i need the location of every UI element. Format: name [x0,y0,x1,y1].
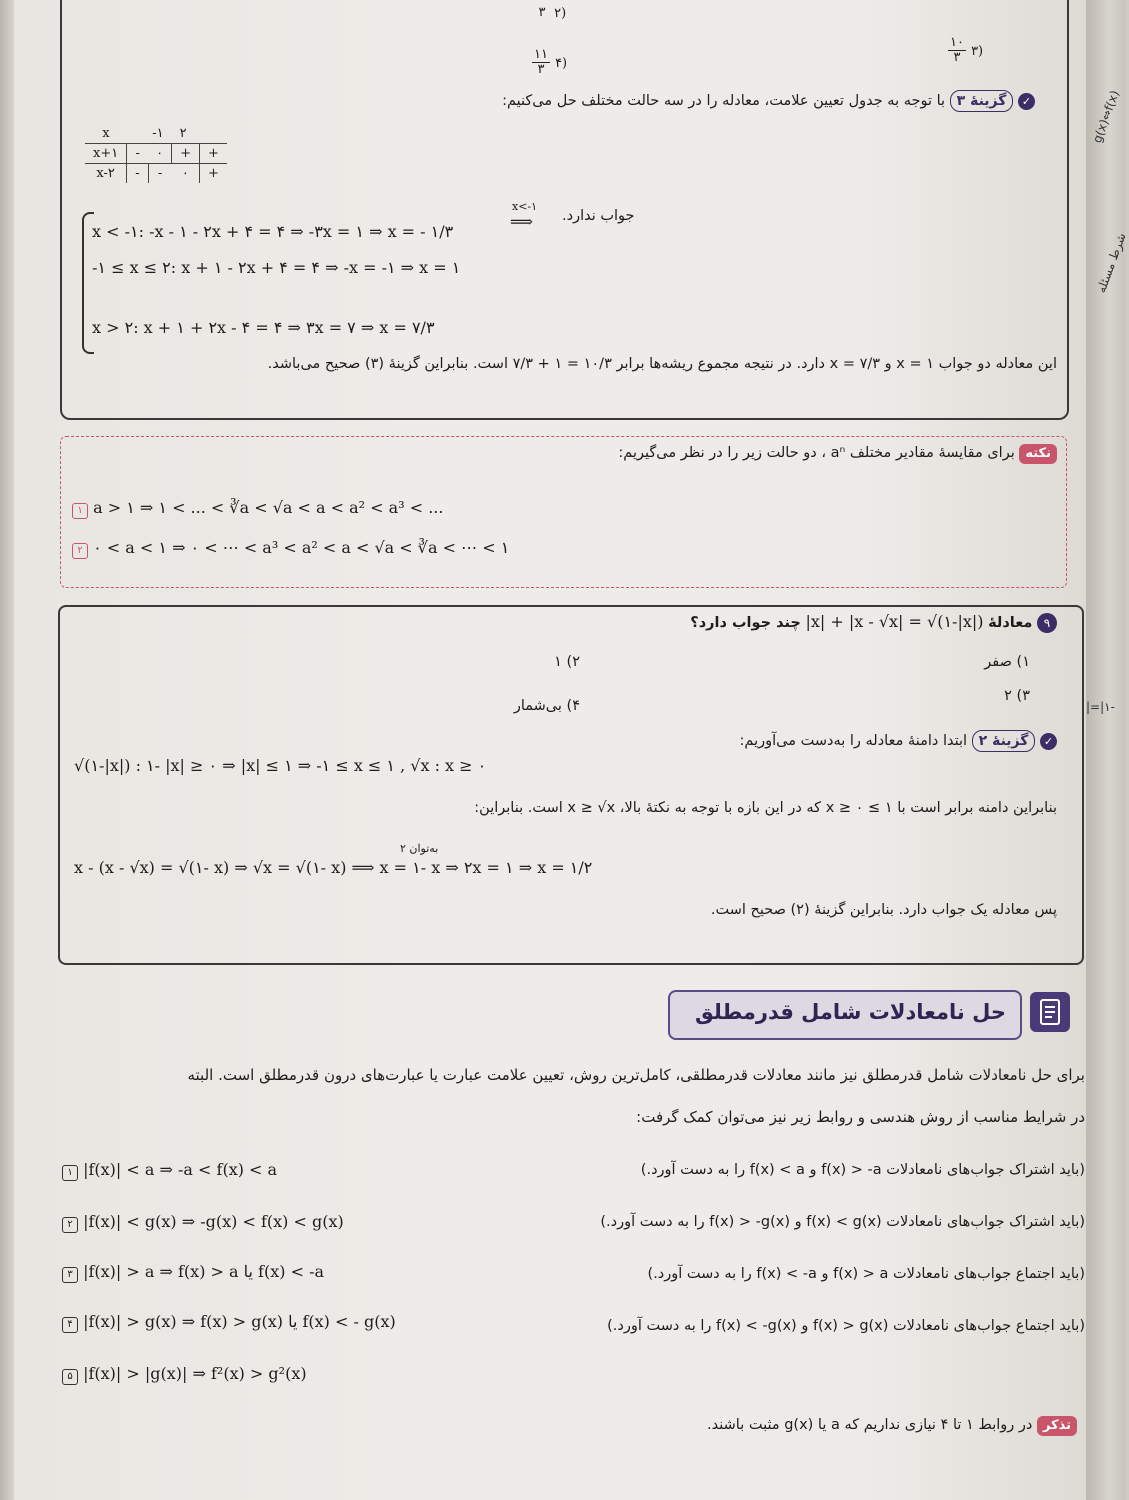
note-item-2 [72,538,509,559]
rule-3-desc: (باید اجتماع جواب‌های نامعادلات f(x) > a و f(x) < -a را به دست آورد.) [647,1266,1085,1282]
section-heading [668,990,1022,1040]
question-number: ۹ [1037,613,1057,633]
reminder-text: در روابط ۱ تا ۴ نیازی نداریم که a یا g(x) مثبت باشند. [707,1417,1033,1433]
option-3: ۳) ۲ [1004,688,1030,704]
solution2-arrow-label: به‌توان ۲ [400,842,439,855]
top-option-3: $\frac{۱۰}{۳}$ ۳) [950,35,984,65]
question-suffix: چند جواب دارد؟ [690,615,801,631]
note-item-number: ۱ [72,503,88,519]
rule-number: ۲ [62,1217,78,1233]
book-spine-edge [0,0,14,1500]
rule-number: ۱ [62,1165,78,1181]
section-intro-2: در شرایط مناسب از روش هندسی و روابط زیر نیز می‌توان کمک گرفت: [636,1108,1085,1126]
rule-formula: |f(x)| < a ⇒ -a < f(x) < a [83,1160,278,1179]
case-1: x < -۱: -x - ۱ - ۲x + ۴ = ۴ ⇒ -۳x = ۱ ⇒ x = - ۱/۳ [92,222,454,241]
section-title: حل نامعادلات شامل قدرمطلق [694,1000,1006,1024]
sign-cell: + [200,164,227,184]
solution1-intro: با توجه به جدول تعیین علامت، معادله را در سه حالت مختلف حل می‌کنیم: [502,93,946,109]
reminder [597,1416,1077,1436]
section-intro-1: برای حل نامعادلات شامل قدرمطلق نیز مانند معادلات قدرمطلقی، کامل‌ترین روش، تعیین علامت عبارت یا عبارت‌های درون قدرمطلق است. البته [187,1066,1085,1084]
rule-number: ۴ [62,1317,78,1333]
rule-5 [62,1364,307,1385]
rule-number: ۳ [62,1267,78,1283]
sign-cell: - [135,166,140,181]
rule-formula: |f(x)| > g(x) ⇒ f(x) > g(x) یا f(x) < - g(x) [83,1312,396,1331]
reminder-badge: تذکر [1037,1416,1077,1436]
case1-arrow-label: x<-۱ [512,200,538,213]
rule-formula: |f(x)| < g(x) ⇒ -g(x) < f(x) < g(x) [83,1212,344,1231]
facing-page-text-2: شرط مسئله [1094,231,1129,295]
answer-badge: گزینهٔ ۲ [972,730,1036,752]
facing-page-text-1: g(x)⇔f(x) [1090,88,1122,145]
solution2-line2: بنابراین دامنه برابر است با ۱ ≥ x ≥ ۰ که در این بازه با توجه به نکتهٔ بالا، x ≥ √x است. بنابراین: [474,800,1057,816]
sign-table-row1-label: x+۱ [85,144,127,164]
sign-table [85,124,227,183]
solution2-header [497,730,1057,752]
option-1: ۱) صفر [984,654,1030,670]
top-option-4: $\frac{۱۱}{۳}$ ۴) [534,47,568,77]
check-icon: ✓ [1018,93,1035,110]
rule-4 [62,1312,396,1333]
option-4: ۴) بی‌شمار [513,698,580,714]
solution2-conclusion: پس معادله یک جواب دارد. بنابراین گزینهٔ (۲) صحیح است. [710,902,1057,918]
note-item-1 [72,498,443,519]
sign-table-header-x: x [102,126,110,141]
question-stem [537,612,1057,633]
top-option-2: ۳ ۲) [538,4,567,21]
rule-1-desc: (باید اشتراک جواب‌های نامعادلات f(x) > -a و f(x) < a را به دست آورد.) [640,1162,1085,1178]
domain-line: √(۱-|x|) : ۱- |x| ≥ ۰ ⇒ |x| ≤ ۱ ⇒ -۱ ≤ x ≤ ۱ , √x : x ≥ ۰ [74,756,487,775]
facing-page-edge [1086,0,1129,1500]
rule-1 [62,1160,277,1181]
sign-table-header-a: -۱ [152,126,164,141]
facing-page-text-3: |=|۱- [1086,700,1115,714]
note-item-text: ۰ < a < ۱ ⇒ ۰ < ⋯ < a³ < a² < a < √a < ∛a < ⋯ < ۱ [93,538,510,557]
case-2: -۱ ≤ x ≤ ۲: x + ۱ - ۲x + ۴ = ۴ ⇒ -x = -۱ ⇒ x = ۱ [92,258,461,277]
sign-cell: ۰ [156,146,164,161]
sign-table-header-b: ۲ [179,126,187,141]
document-icon [1030,992,1070,1032]
solution2-equation: x - (x - √x) = √(۱- x) ⇒ √x = √(۱- x) ⟹ x = ۱- x ⇒ ۲x = ۱ ⇒ x = ۱/۲ [74,858,593,877]
sign-cell: - [148,164,171,184]
sign-cell: - [135,146,140,161]
question-prefix: معادلهٔ [988,615,1033,631]
implies-arrow-icon: ⟹ [510,212,533,231]
case-3: x > ۲: x + ۱ + ۲x - ۴ = ۴ ⇒ ۳x = ۷ ⇒ x = ۷/۳ [92,318,435,337]
solution1-header [415,90,1035,112]
note-badge: نکته [1019,444,1057,464]
case1-result: جواب ندارد. [562,208,635,224]
option-2: ۲) ۱ [554,654,580,670]
note-item-text: a > ۱ ⇒ ۱ < ... < ∛a < √a < a < a² < a³ < ... [93,498,444,517]
rule-2-desc: (باید اشتراک جواب‌های نامعادلات f(x) < g(x) و f(x) > -g(x) را به دست آورد.) [600,1214,1085,1230]
note-text: برای مقایسهٔ مقادیر مختلف aⁿ ، دو حالت زیر را در نظر می‌گیریم: [618,445,1015,461]
rule-number: ۵ [62,1369,78,1385]
answer-badge: گزینهٔ ۳ [950,90,1014,112]
sign-cell: ۰ [181,166,189,181]
rule-3 [62,1262,324,1283]
note-item-number: ۲ [72,543,88,559]
note-header [517,444,1057,464]
rule-formula: |f(x)| > |g(x)| ⇒ f²(x) > g²(x) [83,1364,307,1383]
check-icon: ✓ [1040,733,1057,750]
solution2-intro: ابتدا دامنهٔ معادله را به‌دست می‌آوریم: [739,733,968,749]
question-equation: |x| + |x - √x| = √(۱-|x|) [805,612,984,631]
sign-table-row2-label: x-۲ [85,164,127,184]
sign-cell: + [200,144,227,164]
solution1-conclusion: این معادله دو جواب x = ۱ و x = ۷/۳ دارد. در نتیجه مجموع ریشه‌ها برابر ۱۰/۳ = ۱ + ۷/۳ است. بنابراین گزینهٔ (۳) صحیح می‌باشد. [267,356,1057,372]
rule-2 [62,1212,344,1233]
rule-formula: |f(x)| > a ⇒ f(x) > a یا f(x) < -a [83,1262,325,1281]
rule-4-desc: (باید اجتماع جواب‌های نامعادلات f(x) > g(x) و f(x) < -g(x) را به دست آورد.) [607,1318,1085,1334]
sign-cell: + [172,144,200,164]
